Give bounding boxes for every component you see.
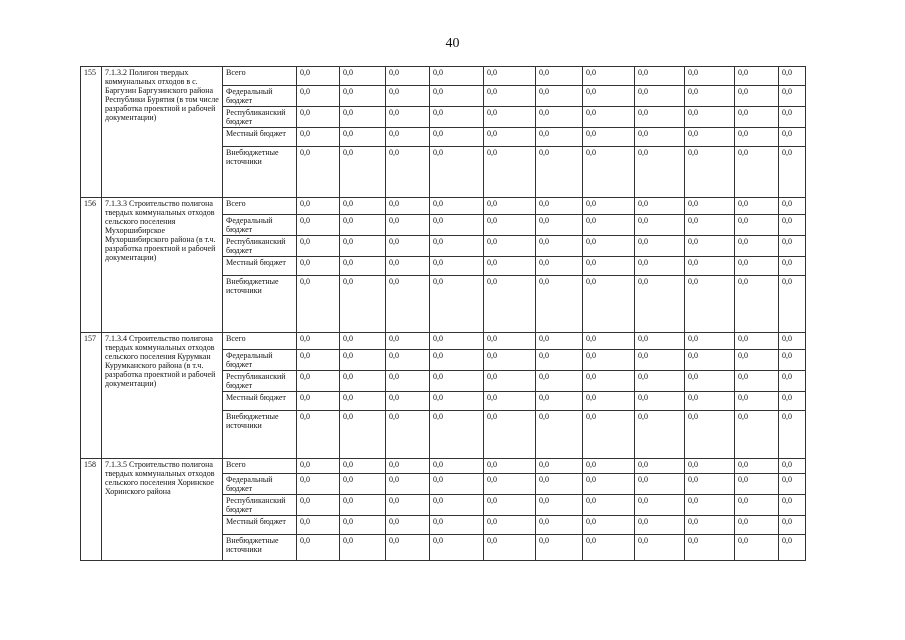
value-cell: 0,0 — [635, 516, 685, 535]
table-row — [81, 459, 806, 474]
value-cell: 0,0 — [536, 392, 583, 411]
value-cell: 0,0 — [386, 276, 430, 333]
value-cell: 0,0 — [386, 67, 430, 86]
value-cell: 0,0 — [430, 516, 484, 535]
value-cell: 0,0 — [635, 128, 685, 147]
value-cell: 0,0 — [635, 236, 685, 257]
value-cell: 0,0 — [685, 495, 735, 516]
value-cell: 0,0 — [430, 276, 484, 333]
value-cell: 0,0 — [430, 371, 484, 392]
value-cell: 0,0 — [583, 392, 635, 411]
value-cell: 0,0 — [297, 535, 340, 561]
funding-source: Внебюджетные источники — [223, 276, 297, 333]
value-cell: 0,0 — [430, 392, 484, 411]
value-cell: 0,0 — [685, 215, 735, 236]
value-cell: 0,0 — [536, 257, 583, 276]
value-cell: 0,0 — [779, 128, 806, 147]
value-cell: 0,0 — [340, 128, 386, 147]
value-cell: 0,0 — [484, 107, 536, 128]
value-cell: 0,0 — [583, 371, 635, 392]
funding-source: Внебюджетные источники — [223, 411, 297, 459]
value-cell: 0,0 — [340, 257, 386, 276]
funding-source: Местный бюджет — [223, 128, 297, 147]
funding-source: Республиканский бюджет — [223, 107, 297, 128]
value-cell: 0,0 — [386, 236, 430, 257]
value-cell: 0,0 — [779, 257, 806, 276]
value-cell: 0,0 — [297, 147, 340, 198]
value-cell: 0,0 — [685, 257, 735, 276]
value-cell: 0,0 — [430, 107, 484, 128]
value-cell: 0,0 — [735, 474, 779, 495]
value-cell: 0,0 — [735, 333, 779, 350]
value-cell: 0,0 — [583, 411, 635, 459]
value-cell: 0,0 — [340, 198, 386, 215]
value-cell: 0,0 — [297, 107, 340, 128]
value-cell: 0,0 — [484, 147, 536, 198]
value-cell: 0,0 — [685, 86, 735, 107]
value-cell: 0,0 — [583, 86, 635, 107]
value-cell: 0,0 — [484, 474, 536, 495]
value-cell: 0,0 — [430, 236, 484, 257]
row-number: 156 — [81, 198, 102, 333]
value-cell: 0,0 — [536, 516, 583, 535]
value-cell: 0,0 — [297, 474, 340, 495]
value-cell: 0,0 — [340, 350, 386, 371]
value-cell: 0,0 — [635, 198, 685, 215]
value-cell: 0,0 — [536, 535, 583, 561]
value-cell: 0,0 — [583, 276, 635, 333]
value-cell: 0,0 — [297, 86, 340, 107]
value-cell: 0,0 — [735, 198, 779, 215]
value-cell: 0,0 — [779, 86, 806, 107]
value-cell: 0,0 — [735, 459, 779, 474]
value-cell: 0,0 — [536, 107, 583, 128]
value-cell: 0,0 — [536, 215, 583, 236]
value-cell: 0,0 — [484, 392, 536, 411]
value-cell: 0,0 — [779, 198, 806, 215]
value-cell: 0,0 — [685, 198, 735, 215]
value-cell: 0,0 — [340, 459, 386, 474]
value-cell: 0,0 — [779, 392, 806, 411]
value-cell: 0,0 — [779, 516, 806, 535]
value-cell: 0,0 — [685, 67, 735, 86]
funding-source: Республиканский бюджет — [223, 495, 297, 516]
value-cell: 0,0 — [430, 411, 484, 459]
measure-name: 7.1.3.2 Полигон твердых коммунальных отходов в с. Баргузин Баргузинского района Республики Бурятия (в том числе разработка проектной и рабочей документации) — [102, 67, 223, 198]
value-cell: 0,0 — [386, 147, 430, 198]
value-cell: 0,0 — [430, 495, 484, 516]
value-cell: 0,0 — [635, 67, 685, 86]
value-cell: 0,0 — [536, 128, 583, 147]
value-cell: 0,0 — [635, 86, 685, 107]
value-cell: 0,0 — [735, 411, 779, 459]
value-cell: 0,0 — [386, 215, 430, 236]
funding-source: Всего — [223, 67, 297, 86]
measure-name: 7.1.3.3 Строительство полигона твердых коммунальных отходов сельского поселения Мухоршибирское Мухоршибирского района (в т.ч. разработка проектной и рабочей документации) — [102, 198, 223, 333]
value-cell: 0,0 — [386, 333, 430, 350]
value-cell: 0,0 — [735, 128, 779, 147]
funding-source: Федеральный бюджет — [223, 350, 297, 371]
value-cell: 0,0 — [340, 236, 386, 257]
value-cell: 0,0 — [779, 147, 806, 198]
value-cell: 0,0 — [779, 215, 806, 236]
value-cell: 0,0 — [430, 198, 484, 215]
funding-source: Всего — [223, 333, 297, 350]
funding-source: Федеральный бюджет — [223, 86, 297, 107]
value-cell: 0,0 — [735, 67, 779, 86]
value-cell: 0,0 — [386, 371, 430, 392]
value-cell: 0,0 — [779, 411, 806, 459]
value-cell: 0,0 — [735, 276, 779, 333]
value-cell: 0,0 — [484, 128, 536, 147]
value-cell: 0,0 — [685, 107, 735, 128]
value-cell: 0,0 — [635, 411, 685, 459]
value-cell: 0,0 — [735, 535, 779, 561]
value-cell: 0,0 — [430, 147, 484, 198]
value-cell: 0,0 — [583, 350, 635, 371]
value-cell: 0,0 — [386, 411, 430, 459]
funding-source: Внебюджетные источники — [223, 535, 297, 561]
value-cell: 0,0 — [386, 535, 430, 561]
budget-table — [80, 66, 806, 561]
row-number: 157 — [81, 333, 102, 459]
row-number: 155 — [81, 67, 102, 198]
value-cell: 0,0 — [779, 276, 806, 333]
value-cell: 0,0 — [583, 257, 635, 276]
value-cell: 0,0 — [297, 236, 340, 257]
table-row — [81, 198, 806, 215]
measure-name: 7.1.3.4 Строительство полигона твердых коммунальных отходов сельского поселения Курумкан Курумканского района (в т.ч. разработка проектной и рабочей документации) — [102, 333, 223, 459]
value-cell: 0,0 — [685, 535, 735, 561]
value-cell: 0,0 — [386, 350, 430, 371]
value-cell: 0,0 — [583, 215, 635, 236]
value-cell: 0,0 — [735, 516, 779, 535]
value-cell: 0,0 — [386, 107, 430, 128]
table-row — [81, 333, 806, 350]
value-cell: 0,0 — [735, 371, 779, 392]
value-cell: 0,0 — [484, 257, 536, 276]
value-cell: 0,0 — [484, 516, 536, 535]
value-cell: 0,0 — [685, 128, 735, 147]
value-cell: 0,0 — [430, 215, 484, 236]
value-cell: 0,0 — [635, 276, 685, 333]
value-cell: 0,0 — [583, 459, 635, 474]
row-number: 158 — [81, 459, 102, 561]
value-cell: 0,0 — [536, 474, 583, 495]
value-cell: 0,0 — [583, 128, 635, 147]
value-cell: 0,0 — [735, 86, 779, 107]
value-cell: 0,0 — [484, 86, 536, 107]
value-cell: 0,0 — [430, 86, 484, 107]
value-cell: 0,0 — [536, 276, 583, 333]
value-cell: 0,0 — [484, 333, 536, 350]
value-cell: 0,0 — [779, 459, 806, 474]
value-cell: 0,0 — [536, 236, 583, 257]
value-cell: 0,0 — [779, 495, 806, 516]
value-cell: 0,0 — [779, 333, 806, 350]
funding-source: Республиканский бюджет — [223, 371, 297, 392]
value-cell: 0,0 — [386, 495, 430, 516]
value-cell: 0,0 — [297, 411, 340, 459]
value-cell: 0,0 — [536, 147, 583, 198]
value-cell: 0,0 — [536, 459, 583, 474]
value-cell: 0,0 — [735, 215, 779, 236]
value-cell: 0,0 — [536, 333, 583, 350]
value-cell: 0,0 — [430, 535, 484, 561]
value-cell: 0,0 — [430, 67, 484, 86]
value-cell: 0,0 — [779, 474, 806, 495]
value-cell: 0,0 — [386, 128, 430, 147]
value-cell: 0,0 — [297, 495, 340, 516]
value-cell: 0,0 — [536, 67, 583, 86]
value-cell: 0,0 — [484, 495, 536, 516]
value-cell: 0,0 — [297, 392, 340, 411]
value-cell: 0,0 — [583, 107, 635, 128]
funding-source: Всего — [223, 459, 297, 474]
value-cell: 0,0 — [735, 495, 779, 516]
value-cell: 0,0 — [297, 215, 340, 236]
value-cell: 0,0 — [484, 459, 536, 474]
value-cell: 0,0 — [583, 67, 635, 86]
value-cell: 0,0 — [340, 215, 386, 236]
value-cell: 0,0 — [583, 147, 635, 198]
value-cell: 0,0 — [340, 411, 386, 459]
funding-source: Федеральный бюджет — [223, 215, 297, 236]
value-cell: 0,0 — [685, 333, 735, 350]
value-cell: 0,0 — [635, 257, 685, 276]
value-cell: 0,0 — [484, 67, 536, 86]
value-cell: 0,0 — [297, 128, 340, 147]
value-cell: 0,0 — [430, 128, 484, 147]
value-cell: 0,0 — [635, 474, 685, 495]
value-cell: 0,0 — [685, 350, 735, 371]
value-cell: 0,0 — [430, 350, 484, 371]
value-cell: 0,0 — [297, 371, 340, 392]
value-cell: 0,0 — [635, 459, 685, 474]
value-cell: 0,0 — [685, 459, 735, 474]
value-cell: 0,0 — [484, 371, 536, 392]
value-cell: 0,0 — [735, 350, 779, 371]
value-cell: 0,0 — [484, 411, 536, 459]
value-cell: 0,0 — [685, 276, 735, 333]
value-cell: 0,0 — [635, 495, 685, 516]
value-cell: 0,0 — [386, 459, 430, 474]
value-cell: 0,0 — [484, 350, 536, 371]
value-cell: 0,0 — [430, 474, 484, 495]
value-cell: 0,0 — [340, 67, 386, 86]
value-cell: 0,0 — [685, 392, 735, 411]
value-cell: 0,0 — [386, 86, 430, 107]
value-cell: 0,0 — [484, 236, 536, 257]
value-cell: 0,0 — [779, 350, 806, 371]
value-cell: 0,0 — [685, 474, 735, 495]
value-cell: 0,0 — [430, 257, 484, 276]
value-cell: 0,0 — [484, 276, 536, 333]
value-cell: 0,0 — [779, 67, 806, 86]
value-cell: 0,0 — [536, 350, 583, 371]
value-cell: 0,0 — [430, 333, 484, 350]
value-cell: 0,0 — [635, 147, 685, 198]
value-cell: 0,0 — [536, 198, 583, 215]
value-cell: 0,0 — [685, 516, 735, 535]
value-cell: 0,0 — [386, 474, 430, 495]
value-cell: 0,0 — [297, 350, 340, 371]
value-cell: 0,0 — [735, 392, 779, 411]
value-cell: 0,0 — [779, 236, 806, 257]
value-cell: 0,0 — [484, 535, 536, 561]
value-cell: 0,0 — [484, 198, 536, 215]
value-cell: 0,0 — [340, 107, 386, 128]
funding-source: Федеральный бюджет — [223, 474, 297, 495]
value-cell: 0,0 — [536, 495, 583, 516]
table-row — [81, 67, 806, 86]
value-cell: 0,0 — [685, 147, 735, 198]
value-cell: 0,0 — [340, 86, 386, 107]
value-cell: 0,0 — [735, 236, 779, 257]
value-cell: 0,0 — [386, 516, 430, 535]
value-cell: 0,0 — [297, 67, 340, 86]
value-cell: 0,0 — [386, 257, 430, 276]
funding-source: Республиканский бюджет — [223, 236, 297, 257]
value-cell: 0,0 — [583, 198, 635, 215]
value-cell: 0,0 — [635, 333, 685, 350]
value-cell: 0,0 — [735, 147, 779, 198]
value-cell: 0,0 — [583, 236, 635, 257]
value-cell: 0,0 — [735, 257, 779, 276]
value-cell: 0,0 — [340, 535, 386, 561]
value-cell: 0,0 — [297, 257, 340, 276]
funding-source: Местный бюджет — [223, 516, 297, 535]
value-cell: 0,0 — [297, 198, 340, 215]
funding-source: Внебюджетные источники — [223, 147, 297, 198]
funding-source: Местный бюджет — [223, 257, 297, 276]
value-cell: 0,0 — [297, 333, 340, 350]
value-cell: 0,0 — [340, 333, 386, 350]
funding-source: Местный бюджет — [223, 392, 297, 411]
value-cell: 0,0 — [297, 516, 340, 535]
value-cell: 0,0 — [484, 215, 536, 236]
value-cell: 0,0 — [340, 371, 386, 392]
value-cell: 0,0 — [685, 236, 735, 257]
page-number: 40 — [445, 36, 460, 51]
value-cell: 0,0 — [340, 392, 386, 411]
value-cell: 0,0 — [779, 535, 806, 561]
value-cell: 0,0 — [386, 392, 430, 411]
value-cell: 0,0 — [735, 107, 779, 128]
value-cell: 0,0 — [779, 107, 806, 128]
value-cell: 0,0 — [583, 516, 635, 535]
value-cell: 0,0 — [635, 392, 685, 411]
value-cell: 0,0 — [536, 411, 583, 459]
value-cell: 0,0 — [635, 535, 685, 561]
value-cell: 0,0 — [583, 474, 635, 495]
measure-name: 7.1.3.5 Строительство полигона твердых коммунальных отходов сельского поселения Хоринское Хоринского района — [102, 459, 223, 561]
value-cell: 0,0 — [340, 474, 386, 495]
value-cell: 0,0 — [536, 86, 583, 107]
value-cell: 0,0 — [635, 215, 685, 236]
value-cell: 0,0 — [635, 350, 685, 371]
value-cell: 0,0 — [685, 371, 735, 392]
value-cell: 0,0 — [340, 495, 386, 516]
value-cell: 0,0 — [386, 198, 430, 215]
value-cell: 0,0 — [583, 333, 635, 350]
value-cell: 0,0 — [583, 495, 635, 516]
value-cell: 0,0 — [340, 516, 386, 535]
value-cell: 0,0 — [297, 276, 340, 333]
value-cell: 0,0 — [583, 535, 635, 561]
value-cell: 0,0 — [635, 107, 685, 128]
value-cell: 0,0 — [779, 371, 806, 392]
value-cell: 0,0 — [297, 459, 340, 474]
value-cell: 0,0 — [430, 459, 484, 474]
value-cell: 0,0 — [340, 276, 386, 333]
value-cell: 0,0 — [340, 147, 386, 198]
value-cell: 0,0 — [536, 371, 583, 392]
value-cell: 0,0 — [635, 371, 685, 392]
funding-source: Всего — [223, 198, 297, 215]
value-cell: 0,0 — [685, 411, 735, 459]
